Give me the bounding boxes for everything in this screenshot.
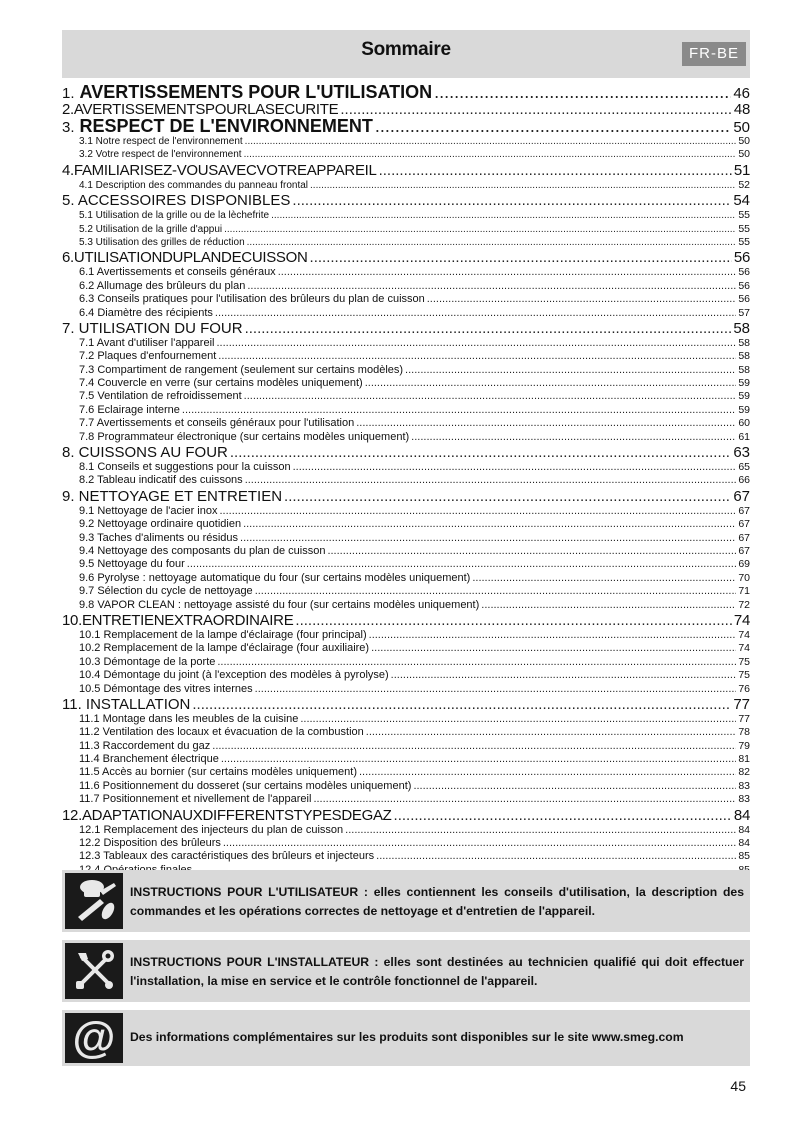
toc-leader-dots bbox=[369, 629, 737, 642]
at-sign-icon: @ bbox=[65, 1013, 123, 1063]
toc-leader-dots bbox=[292, 192, 731, 209]
toc-entry-page: 57 bbox=[738, 306, 750, 319]
toc-leader-dots bbox=[224, 223, 736, 236]
toc-entry-label: 11.6 Positionnement du dosseret (sur certains modèles uniquement) bbox=[79, 779, 412, 792]
toc-entry-page: 61 bbox=[738, 430, 750, 443]
toc-entry-label bbox=[62, 118, 373, 135]
toc-leader-dots bbox=[310, 249, 732, 266]
toc-entry-label: 2.AVERTISSEMENTSPOURLASECURITE bbox=[62, 101, 339, 118]
toc-entry-page: 55 bbox=[738, 235, 750, 248]
toc-entry-page: 55 bbox=[738, 209, 750, 222]
toc-entry bbox=[62, 753, 750, 766]
toc-entry bbox=[62, 431, 750, 444]
toc-entry bbox=[62, 417, 750, 430]
toc-entry bbox=[62, 696, 750, 713]
toc-entry-page: 63 bbox=[733, 444, 750, 462]
toc-entry bbox=[62, 488, 750, 505]
toc-entry bbox=[62, 444, 750, 461]
chef-icon bbox=[65, 873, 123, 929]
toc-leader-dots bbox=[255, 585, 737, 598]
toc-entry-page: 56 bbox=[738, 266, 750, 279]
toc-entry-page: 76 bbox=[738, 682, 750, 695]
toc-leader-dots bbox=[218, 350, 736, 363]
toc-leader-dots bbox=[293, 461, 737, 474]
toc-entry-label: 9.4 Nettoyage des composants du plan de cuisson bbox=[79, 544, 326, 557]
toc-entry bbox=[62, 824, 750, 837]
toc-entry bbox=[62, 740, 750, 753]
toc-entry-label: 9.6 Pyrolyse : nettoyage automatique du four (sur certains modèles uniquement) bbox=[79, 571, 471, 584]
toc-entry bbox=[62, 780, 750, 793]
toc-entry-label: 9. NETTOYAGE ET ENTRETIEN bbox=[62, 487, 283, 505]
toc-entry-label: 12.1 Remplacement des injecteurs du plan de cuisson bbox=[79, 823, 344, 836]
toc-entry bbox=[62, 599, 750, 612]
toc-entry bbox=[62, 293, 750, 306]
toc-entry-page: 75 bbox=[738, 669, 750, 682]
toc-leader-dots bbox=[221, 753, 736, 766]
toc-entry-page: 56 bbox=[738, 293, 750, 306]
toc-entry-label: 11.5 Accès au bornier (sur certains modèles uniquement) bbox=[79, 766, 357, 779]
toc-entry-page: 46 bbox=[733, 85, 750, 101]
toc-entry-label: 7.3 Compartiment de rangement (seulement sur certains modèles) bbox=[79, 363, 404, 376]
toc-entry bbox=[62, 837, 750, 850]
toc-leader-dots bbox=[295, 612, 731, 629]
toc-entry-label: 12.3 Tableaux des caractéristiques des brûleurs et injecteurs bbox=[79, 850, 375, 863]
toc-leader-dots bbox=[413, 780, 736, 793]
toc-entry-page: 74 bbox=[738, 628, 750, 641]
toc-entry-page: 58 bbox=[738, 336, 750, 349]
toc-entry-label: 8. CUISSONS AU FOUR bbox=[62, 444, 228, 462]
toc-leader-dots bbox=[434, 84, 731, 101]
toc-entry-label: 10.5 Démontage des vitres internes bbox=[79, 682, 253, 695]
toc-entry-label: 8.2 Tableau indicatif des cuissons bbox=[79, 474, 243, 487]
toc-leader-dots bbox=[245, 474, 737, 487]
toc-entry-page: 66 bbox=[738, 474, 750, 487]
toc-entry-label bbox=[62, 84, 432, 101]
toc-leader-dots bbox=[340, 101, 732, 118]
toc-entry-label: 9.2 Nettoyage ordinaire quotidien bbox=[79, 518, 242, 531]
toc-entry-page: 77 bbox=[738, 712, 750, 725]
toc-leader-dots bbox=[212, 740, 736, 753]
toc-entry bbox=[62, 505, 750, 518]
toc-entry bbox=[62, 850, 750, 863]
toc-entry-page: 67 bbox=[738, 518, 750, 531]
user-instructions-box bbox=[62, 870, 750, 932]
page-title: Sommaire bbox=[361, 39, 451, 60]
language-badge: FR-BE bbox=[682, 42, 746, 66]
toc-entry-page: 59 bbox=[738, 403, 750, 416]
toc-entry bbox=[62, 101, 750, 118]
toc-entry-page: 67 bbox=[738, 544, 750, 557]
toc-entry-page: 78 bbox=[738, 726, 750, 739]
toc-entry-page: 48 bbox=[733, 101, 750, 118]
toc-entry-label: 9.7 Sélection du cycle de nettoyage bbox=[79, 585, 253, 598]
toc-leader-dots bbox=[216, 337, 736, 350]
toc-entry-label: 11. INSTALLATION bbox=[62, 695, 191, 713]
tools-icon bbox=[65, 943, 123, 999]
toc-leader-dots bbox=[359, 766, 736, 779]
toc-entry-label: 12.2 Disposition des brûleurs bbox=[79, 837, 221, 850]
toc-leader-dots bbox=[247, 280, 736, 293]
toc-entry bbox=[62, 350, 750, 363]
toc-entry-page: 58 bbox=[738, 350, 750, 363]
toc-entry-label: 7. UTILISATION DU FOUR bbox=[62, 319, 243, 337]
toc-leader-dots bbox=[300, 713, 736, 726]
toc-entry bbox=[62, 793, 750, 806]
more-info-text: Des informations complémentaires sur les produits sont disponibles sur le site www.smeg.com bbox=[130, 1030, 684, 1044]
toc-entry-label: 6.3 Conseils pratiques pour l'utilisation des brûleurs du plan de cuisson bbox=[79, 293, 425, 306]
toc-entry-page: 50 bbox=[733, 119, 750, 135]
toc-leader-dots bbox=[240, 532, 736, 545]
toc-entry-page: 82 bbox=[738, 766, 750, 779]
toc-entry bbox=[62, 249, 750, 266]
toc-leader-dots bbox=[219, 505, 736, 518]
toc-entry-page: 67 bbox=[733, 487, 750, 505]
toc-entry bbox=[62, 162, 750, 179]
toc-entry-label: 11.4 Branchement électrique bbox=[79, 753, 219, 766]
toc-leader-dots bbox=[313, 793, 736, 806]
toc-entry-label: 11.2 Ventilation des locaux et évacuation de la combustion bbox=[79, 726, 364, 739]
toc-entry-label: 9.3 Taches d'aliments ou résidus bbox=[79, 531, 239, 544]
toc-entry-title: AVERTISSEMENTS POUR L'UTILISATION bbox=[79, 84, 433, 101]
toc-entry bbox=[62, 807, 750, 824]
toc-entry-page: 58 bbox=[738, 363, 750, 376]
toc-leader-dots bbox=[223, 837, 736, 850]
toc-entry-page: 56 bbox=[733, 249, 750, 267]
toc-entry-page: 50 bbox=[738, 148, 750, 161]
toc-leader-dots bbox=[244, 148, 737, 161]
toc-entry-page: 60 bbox=[738, 417, 750, 430]
toc-entry bbox=[62, 518, 750, 531]
toc-entry-label: 9.1 Nettoyage de l'acier inox bbox=[79, 504, 218, 517]
toc-entry bbox=[62, 572, 750, 585]
toc-entry-label: 11.7 Positionnement et nivellement de l'appareil bbox=[79, 793, 312, 806]
toc-entry bbox=[62, 364, 750, 377]
toc-entry-label: 5.2 Utilisation de la grille d'appui bbox=[79, 223, 223, 235]
toc-leader-dots bbox=[371, 642, 736, 655]
toc-entry bbox=[62, 280, 750, 293]
toc-entry-label: 6.2 Allumage des brûleurs du plan bbox=[79, 279, 246, 292]
toc-entry bbox=[62, 307, 750, 320]
toc-entry-page: 81 bbox=[738, 753, 750, 766]
toc-leader-dots bbox=[376, 850, 736, 863]
toc-leader-dots bbox=[244, 390, 737, 403]
toc-leader-dots bbox=[391, 669, 737, 682]
toc-leader-dots bbox=[255, 683, 737, 696]
toc-entry-page: 58 bbox=[733, 319, 750, 337]
toc-entry-page: 56 bbox=[738, 279, 750, 292]
toc-leader-dots bbox=[215, 307, 736, 320]
toc-entry bbox=[62, 320, 750, 337]
toc-entry-label: 11.3 Raccordement du gaz bbox=[79, 739, 211, 752]
toc-entry-page: 79 bbox=[738, 739, 750, 752]
toc-entry-page: 70 bbox=[738, 571, 750, 584]
toc-entry-page: 50 bbox=[738, 135, 750, 147]
toc-entry-page: 59 bbox=[738, 390, 750, 403]
toc-entry-label: 7.5 Ventilation de refroidissement bbox=[79, 390, 242, 403]
toc-entry bbox=[62, 558, 750, 571]
installer-instructions-box bbox=[62, 940, 750, 1002]
toc-entry bbox=[62, 209, 750, 222]
toc-entry bbox=[62, 629, 750, 642]
toc-entry bbox=[62, 223, 750, 236]
toc-entry-page: 74 bbox=[738, 642, 750, 655]
toc-entry bbox=[62, 192, 750, 209]
toc-leader-dots bbox=[271, 209, 736, 222]
toc-entry-label: 10.3 Démontage de la porte bbox=[79, 655, 216, 668]
toc-entry-label: 9.8 VAPOR CLEAN : nettoyage assisté du four (sur certains modèles uniquement) bbox=[79, 598, 480, 611]
toc-leader-dots bbox=[365, 377, 737, 390]
toc-entry bbox=[62, 726, 750, 739]
toc-entry bbox=[62, 118, 750, 135]
toc-leader-dots bbox=[310, 179, 736, 192]
toc-entry-label: 6.1 Avertissements et conseils généraux bbox=[79, 266, 276, 279]
toc-entry-label: 10.ENTRETIENEXTRAORDINAIRE bbox=[62, 611, 294, 629]
toc-leader-dots bbox=[472, 572, 736, 585]
toc-entry bbox=[62, 683, 750, 696]
toc-entry bbox=[62, 656, 750, 669]
toc-entry bbox=[62, 84, 750, 101]
page-number: 45 bbox=[730, 1078, 746, 1094]
toc-entry-page: 67 bbox=[738, 531, 750, 544]
toc-entry bbox=[62, 532, 750, 545]
toc-leader-dots bbox=[187, 558, 737, 571]
toc-entry bbox=[62, 148, 750, 161]
toc-entry-page: 51 bbox=[733, 161, 750, 179]
toc-entry-page: 83 bbox=[738, 779, 750, 792]
toc-entry-label: 10.2 Remplacement de la lampe d'éclairage (four auxiliaire) bbox=[79, 642, 370, 655]
toc-entry bbox=[62, 266, 750, 279]
installer-instructions-text: INSTRUCTIONS POUR L'INSTALLATEUR : elles sont destinées au technicien qualifié qui doit effectuer l'installation, la mise en service et le contrôle fonctionnel de l'appareil. bbox=[130, 955, 744, 988]
toc-entry bbox=[62, 461, 750, 474]
more-info-box bbox=[62, 1010, 750, 1066]
toc-entry-label: 4.1 Description des commandes du panneau frontal bbox=[79, 179, 309, 191]
toc-entry-page: 54 bbox=[733, 192, 750, 210]
toc-entry-title: RESPECT DE L'ENVIRONNEMENT bbox=[79, 118, 373, 135]
toc-entry-label: 7.2 Plaques d'enfournement bbox=[79, 350, 217, 363]
toc-entry-label: 9.5 Nettoyage du four bbox=[79, 558, 185, 571]
toc-entry-number: 1. bbox=[62, 85, 75, 101]
toc-leader-dots bbox=[243, 518, 736, 531]
toc-entry-page: 85 bbox=[738, 850, 750, 863]
toc-leader-dots bbox=[217, 656, 736, 669]
toc-entry-page: 83 bbox=[738, 793, 750, 806]
toc-leader-dots bbox=[245, 135, 737, 148]
user-instructions-text: INSTRUCTIONS POUR L'UTILISATEUR : elles contiennent les conseils d'utilisation, la description des commandes et les opérations correctes de nettoyage et d'entretien de l'appareil. bbox=[130, 885, 744, 918]
toc-entry-label: 7.1 Avant d'utiliser l'appareil bbox=[79, 336, 215, 349]
toc-entry-number: 3. bbox=[62, 119, 75, 135]
toc-leader-dots bbox=[247, 236, 737, 249]
toc-leader-dots bbox=[366, 726, 737, 739]
toc-leader-dots bbox=[327, 545, 736, 558]
toc-entry-page: 52 bbox=[738, 178, 750, 191]
toc-leader-dots bbox=[284, 488, 731, 505]
toc-entry bbox=[62, 236, 750, 249]
toc-entry-label: 3.1 Notre respect de l'environnement bbox=[79, 136, 243, 147]
page-header bbox=[62, 30, 750, 78]
toc-leader-dots bbox=[427, 293, 737, 306]
toc-leader-dots bbox=[278, 266, 737, 279]
toc-entry bbox=[62, 612, 750, 629]
toc-leader-dots bbox=[182, 404, 736, 417]
toc-entry-label: 5.1 Utilisation de la grille ou de la lèchefrite bbox=[79, 210, 270, 222]
toc-entry-label: 10.1 Remplacement de la lampe d'éclairage (four principal) bbox=[79, 628, 367, 641]
toc-entry-label: 5. ACCESSOIRES DISPONIBLES bbox=[62, 192, 291, 210]
toc-leader-dots bbox=[356, 417, 736, 430]
toc-entry bbox=[62, 669, 750, 682]
table-of-contents bbox=[62, 84, 750, 877]
toc-leader-dots bbox=[345, 824, 736, 837]
toc-entry-page: 84 bbox=[733, 806, 750, 824]
toc-entry-label: 6.UTILISATIONDUPLANDECUISSON bbox=[62, 249, 308, 267]
toc-leader-dots bbox=[379, 162, 732, 179]
toc-entry-label: 11.1 Montage dans les meubles de la cuisine bbox=[79, 712, 299, 725]
toc-entry-label: 4.FAMILIARISEZ-VOUSAVECVOTREAPPAREIL bbox=[62, 161, 377, 179]
toc-entry-page: 71 bbox=[738, 585, 750, 598]
toc-leader-dots bbox=[192, 696, 731, 713]
toc-entry-label: 12.ADAPTATIONAUXDIFFERENTSTYPESDEGAZ bbox=[62, 806, 392, 824]
toc-entry-page: 65 bbox=[738, 461, 750, 474]
toc-entry-label: 7.4 Couvercle en verre (sur certains modèles uniquement) bbox=[79, 377, 363, 390]
toc-entry-page: 55 bbox=[738, 222, 750, 235]
toc-entry-label: 5.3 Utilisation des grilles de réduction bbox=[79, 236, 245, 248]
toc-entry bbox=[62, 545, 750, 558]
toc-entry bbox=[62, 766, 750, 779]
toc-entry-page: 74 bbox=[733, 611, 750, 629]
toc-entry-label: 7.6 Eclairage interne bbox=[79, 403, 180, 416]
toc-entry bbox=[62, 642, 750, 655]
toc-entry bbox=[62, 474, 750, 487]
toc-entry-page: 77 bbox=[733, 695, 750, 713]
toc-entry-label: 6.4 Diamètre des récipients bbox=[79, 306, 213, 319]
toc-entry bbox=[62, 585, 750, 598]
toc-entry-page: 84 bbox=[738, 837, 750, 850]
toc-leader-dots bbox=[405, 364, 736, 377]
toc-entry bbox=[62, 390, 750, 403]
toc-entry bbox=[62, 713, 750, 726]
toc-entry-page: 72 bbox=[738, 598, 750, 611]
toc-entry-label: 10.4 Démontage du joint (à l'exception des modèles à pyrolyse) bbox=[79, 669, 389, 682]
toc-entry bbox=[62, 377, 750, 390]
toc-entry bbox=[62, 404, 750, 417]
toc-leader-dots bbox=[411, 431, 736, 444]
toc-leader-dots bbox=[394, 807, 732, 824]
toc-entry-page: 69 bbox=[738, 558, 750, 571]
toc-leader-dots bbox=[230, 444, 731, 461]
toc-entry-label: 7.7 Avertissements et conseils généraux pour l'utilisation bbox=[79, 417, 355, 430]
toc-entry-page: 67 bbox=[738, 504, 750, 517]
toc-entry-page: 59 bbox=[738, 377, 750, 390]
toc-entry bbox=[62, 337, 750, 350]
toc-entry-page: 84 bbox=[738, 823, 750, 836]
toc-entry bbox=[62, 179, 750, 192]
toc-entry-label: 3.2 Votre respect de l'environnement bbox=[79, 149, 242, 161]
toc-leader-dots bbox=[375, 118, 731, 135]
toc-entry-label: 7.8 Programmateur électronique (sur certains modèles uniquement) bbox=[79, 430, 410, 443]
toc-entry-page: 75 bbox=[738, 655, 750, 668]
toc-leader-dots bbox=[481, 599, 736, 612]
toc-entry bbox=[62, 135, 750, 148]
toc-leader-dots bbox=[245, 320, 732, 337]
toc-entry-label: 8.1 Conseils et suggestions pour la cuisson bbox=[79, 461, 291, 474]
